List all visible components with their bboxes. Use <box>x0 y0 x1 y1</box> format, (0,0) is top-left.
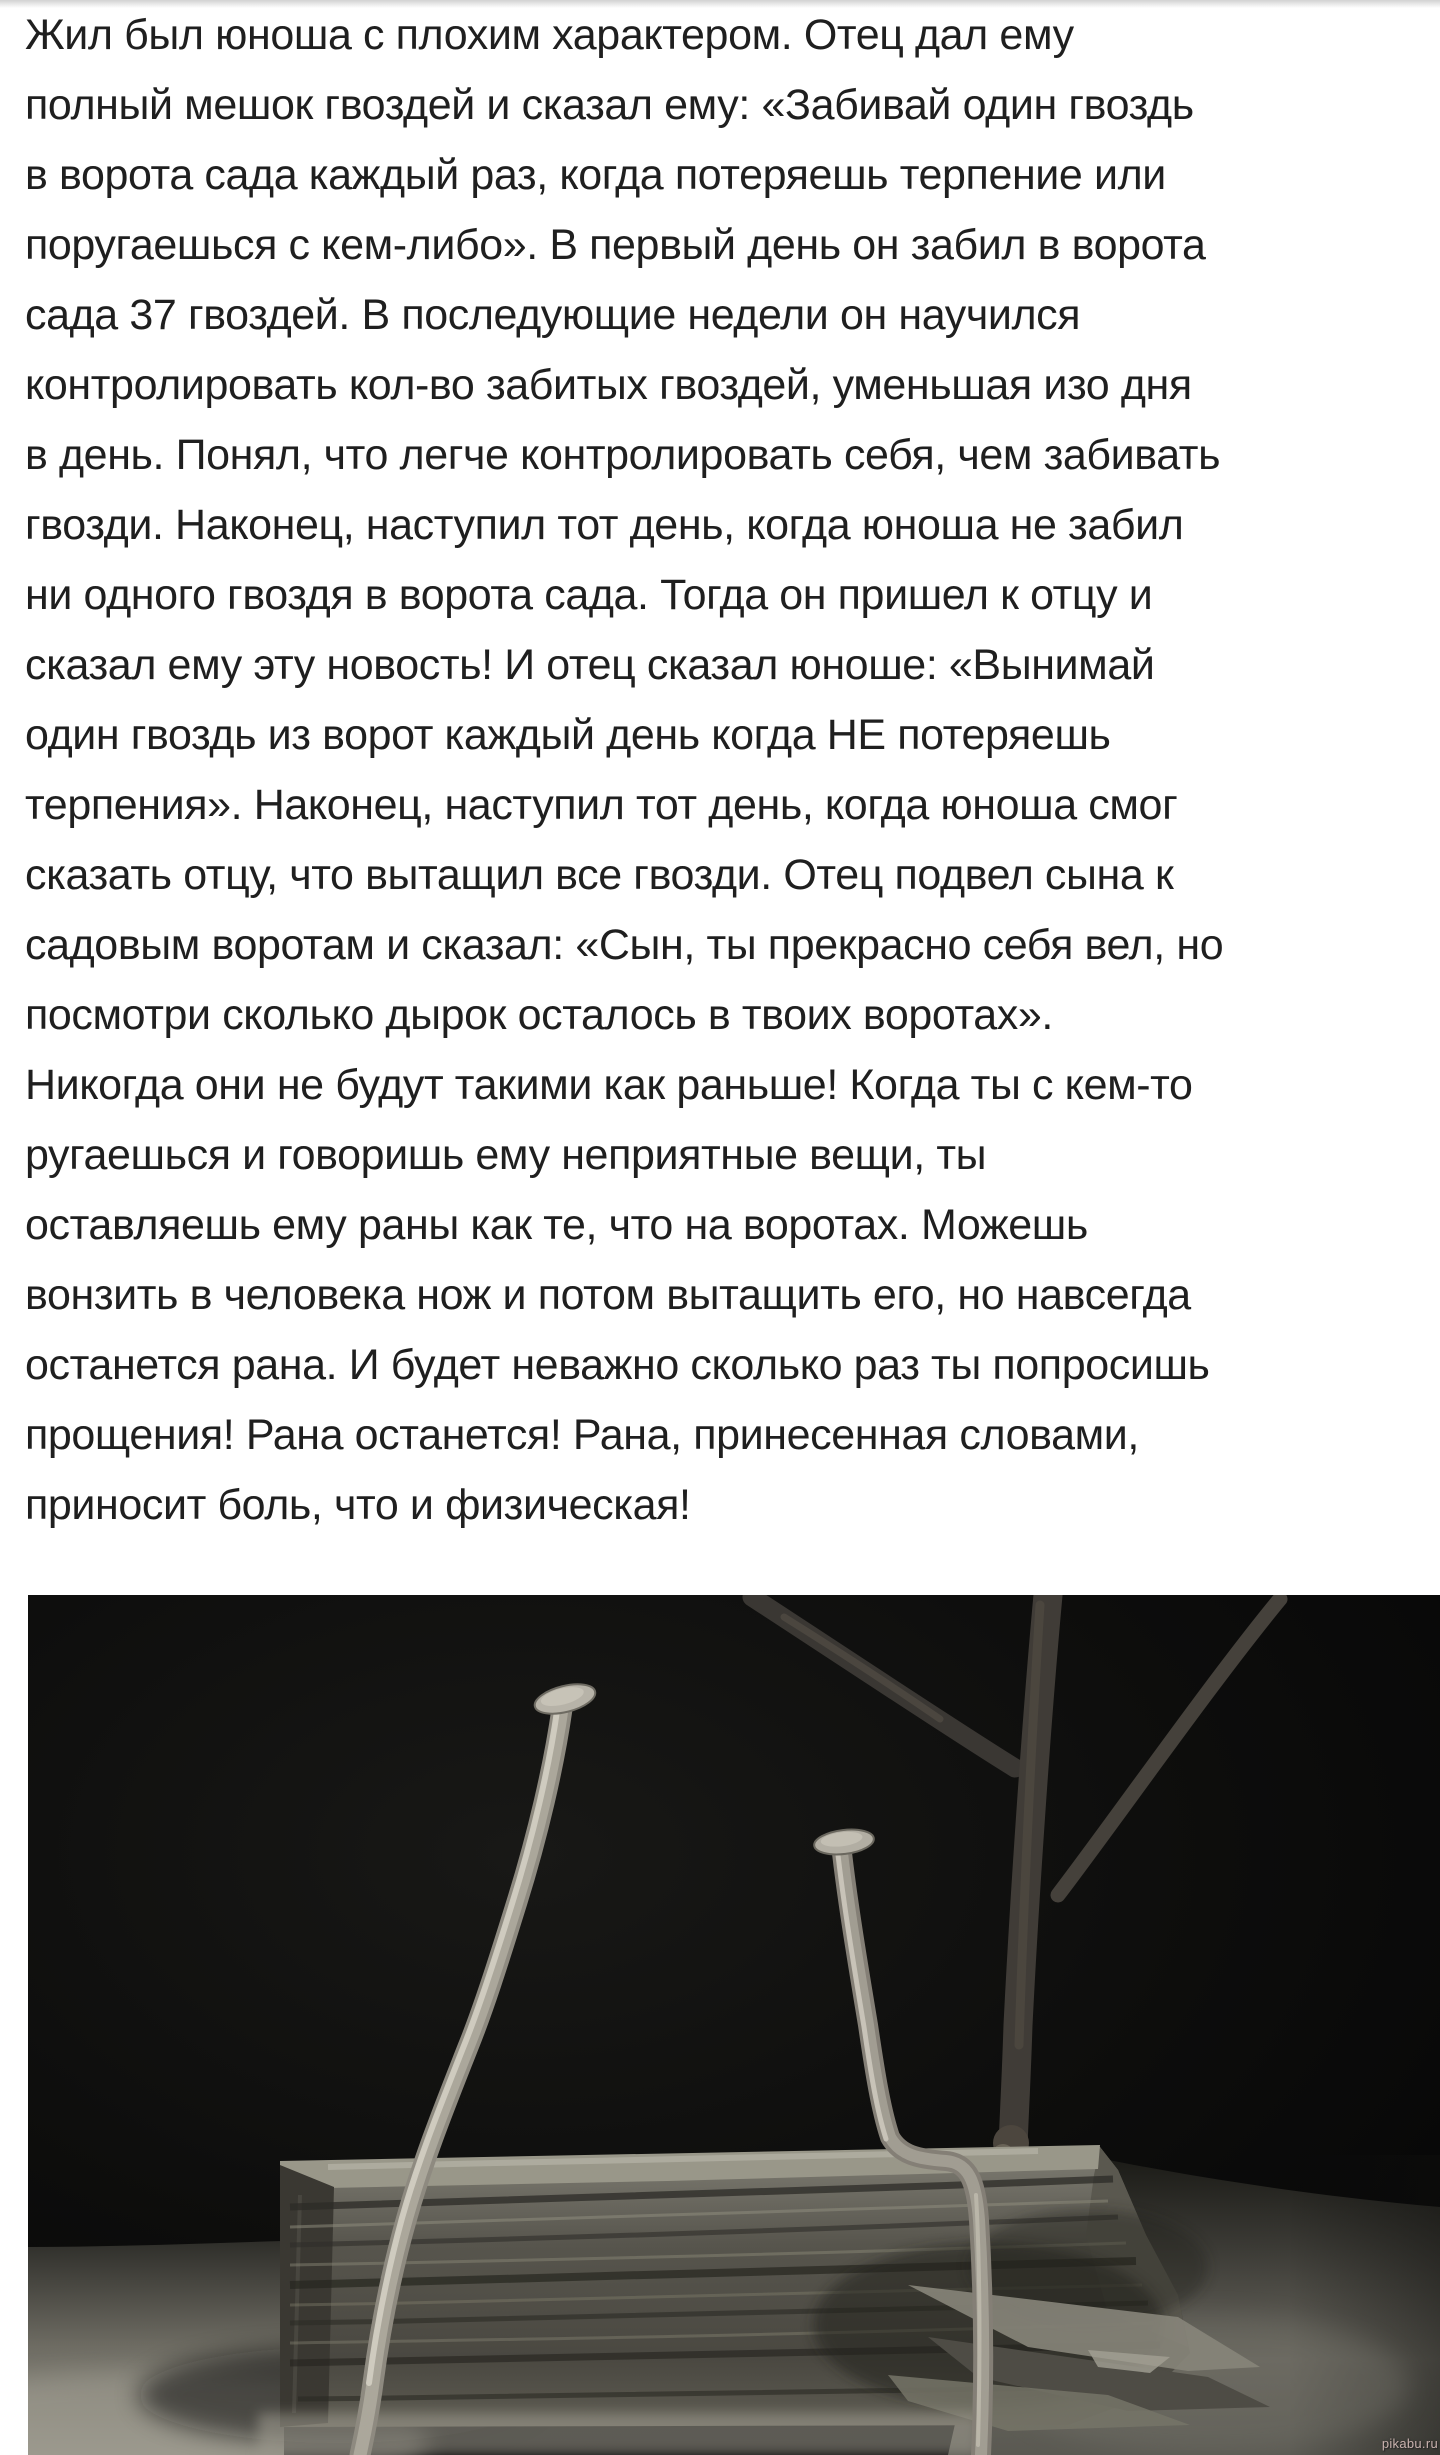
watermark: pikabu.ru <box>1381 2436 1438 2451</box>
story-line: садовым воротам и сказал: «Сын, ты прекрасно себя вел, но <box>25 921 1224 969</box>
story-line: в день. Понял, что легче контролировать себя, чем забивать <box>25 431 1221 479</box>
story-line: сказал ему эту новость! И отец сказал юноше: «Вынимай <box>25 641 1155 689</box>
nails-photo <box>28 1595 1440 2455</box>
story-line: ни одного гвоздя в ворота сада. Тогда он пришел к отцу и <box>25 571 1153 619</box>
story-line: Жил был юноша с плохим характером. Отец дал ему <box>25 11 1074 59</box>
story-line: Никогда они не будут такими как раньше! Когда ты с кем-то <box>25 1061 1193 1109</box>
story-line: сказать отцу, что вытащил все гвозди. Отец подвел сына к <box>25 851 1174 899</box>
story-line: сада 37 гвоздей. В последующие недели он научился <box>25 291 1081 339</box>
story-line: приносит боль, что и физическая! <box>25 1481 691 1529</box>
story-line: в ворота сада каждый раз, когда потеряешь терпение или <box>25 151 1166 199</box>
story-line: поругаешься с кем-либо». В первый день он забил в ворота <box>25 221 1206 269</box>
story-line: вонзить в человека нож и потом вытащить его, но навсегда <box>25 1271 1191 1319</box>
story-line: один гвоздь из ворот каждый день когда НЕ потеряешь <box>25 711 1111 759</box>
story-line: терпения». Наконец, наступил тот день, когда юноша смог <box>25 781 1178 829</box>
story-line: останется рана. И будет неважно сколько раз ты попросишь <box>25 1341 1210 1389</box>
story-line: контролировать кол-во забитых гвоздей, уменьшая изо дня <box>25 361 1192 409</box>
story-line: гвозди. Наконец, наступил тот день, когда юноша не забил <box>25 501 1184 549</box>
story-line: прощения! Рана останется! Рана, принесенная словами, <box>25 1411 1139 1459</box>
story-line: полный мешок гвоздей и сказал ему: «Забивай один гвоздь <box>25 81 1194 129</box>
nails-photo-drawing <box>28 1595 1440 2455</box>
story-line: ругаешься и говоришь ему неприятные вещи, ты <box>25 1131 987 1179</box>
story-line: оставляешь ему раны как те, что на воротах. Можешь <box>25 1201 1088 1249</box>
story-line: посмотри сколько дырок осталось в твоих воротах». <box>25 991 1053 1039</box>
story-text <box>25 0 1425 1540</box>
